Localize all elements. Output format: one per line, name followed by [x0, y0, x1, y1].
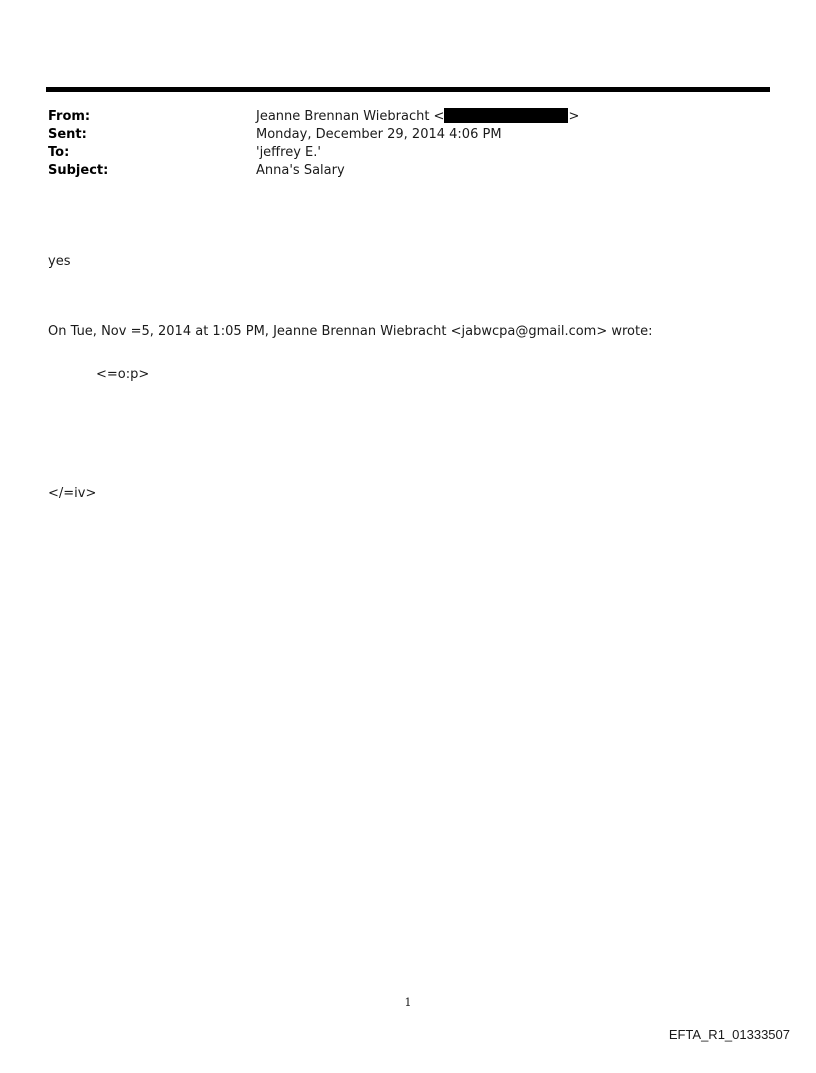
bates-number: EFTA_R1_01333507 — [668, 1027, 790, 1042]
from-label: From: — [48, 109, 91, 124]
from-close: > — [568, 109, 580, 124]
page-number: 1 — [404, 996, 412, 1009]
quote-intro: On Tue, Nov =5, 2014 at 1:05 PM, Jeanne Brennan Wiebracht <jabwcpa@gmail.com> wrote: — [48, 324, 653, 339]
from-name: Jeanne Brennan Wiebracht < — [256, 109, 445, 124]
from-value — [256, 108, 579, 126]
to-value: 'jeffrey E.' — [256, 145, 321, 160]
sent-label: Sent: — [48, 127, 87, 142]
redaction-block — [444, 108, 568, 123]
header-divider — [46, 87, 770, 92]
subject-value: Anna's Salary — [256, 163, 345, 178]
reply-text: yes — [48, 254, 71, 269]
subject-label: Subject: — [48, 163, 109, 178]
quoted-fragment: <=o:p> — [96, 367, 150, 382]
sent-value: Monday, December 29, 2014 4:06 PM — [256, 127, 502, 142]
trailing-fragment: </=iv> — [48, 486, 97, 501]
to-label: To: — [48, 145, 70, 160]
